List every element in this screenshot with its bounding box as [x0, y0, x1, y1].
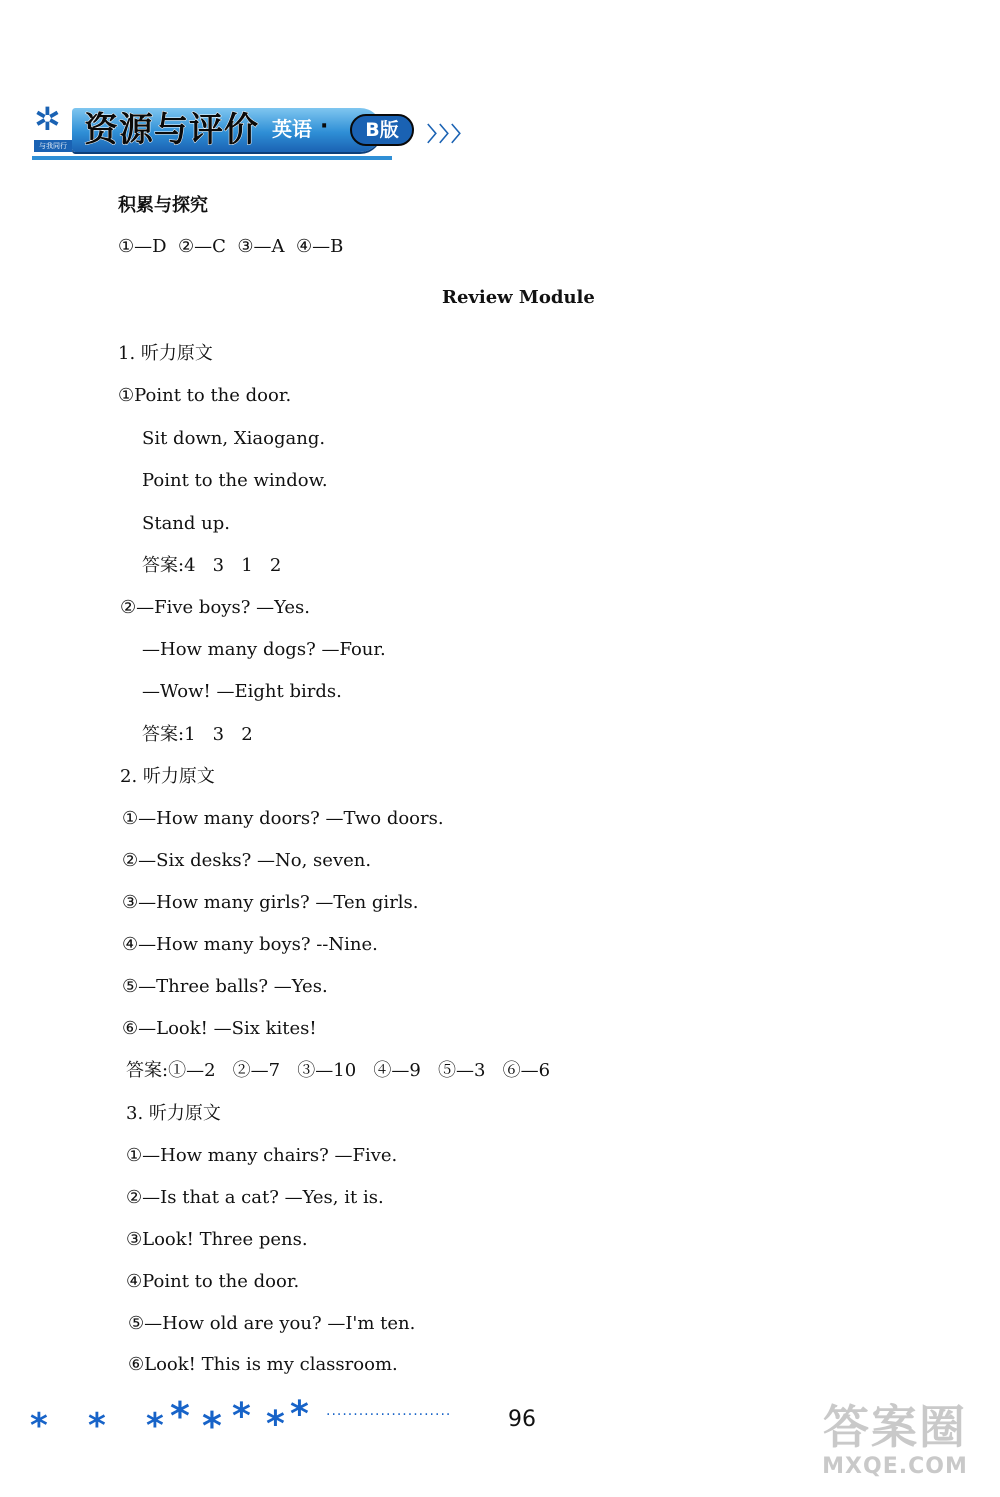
part-heading: 2. 听力原文	[120, 766, 215, 787]
transcript-line: Sit down, Xiaogang.	[142, 428, 326, 449]
transcript-line: ④Point to the door.	[126, 1271, 300, 1292]
watermark	[800, 1400, 990, 1490]
star-icon: *	[146, 1406, 164, 1446]
transcript-line: ⑤—Three balls? —Yes.	[122, 976, 328, 997]
answer-line: 答案:4 3 1 2	[142, 555, 282, 576]
star-icon: *	[290, 1394, 309, 1435]
header-banner	[32, 100, 473, 162]
star-icon: *	[266, 1404, 285, 1445]
banner-underline	[32, 156, 392, 160]
part-heading: 1. 听力原文	[118, 343, 213, 364]
publisher-logo	[32, 100, 72, 158]
page-number: 96	[508, 1407, 536, 1432]
transcript-line: Stand up.	[142, 513, 230, 534]
section-answers: ①—D ②—C ③—A ④—B	[118, 236, 344, 257]
star-icon: *	[88, 1406, 106, 1446]
transcript-line: Point to the window.	[142, 470, 328, 491]
star-logo-icon: ✲	[34, 100, 61, 138]
transcript-line: —How many dogs? —Four.	[142, 639, 386, 660]
transcript-line: ③Look! Three pens.	[126, 1229, 308, 1250]
section-heading: 积累与探究	[118, 195, 208, 216]
transcript-line: ②—Five boys? —Yes.	[120, 597, 310, 618]
part-heading: 3. 听力原文	[126, 1103, 221, 1124]
transcript-line: ⑥—Look! —Six kites!	[122, 1018, 317, 1039]
watermark-logo: 答案圈	[823, 1400, 967, 1454]
answer-line: 答案:①—2 ②—7 ③—10 ④—9 ⑤—3 ⑥—6	[126, 1060, 551, 1081]
chevron-right-icon: 〉〉〉	[427, 122, 473, 146]
star-icon: *	[202, 1404, 222, 1448]
subject-label: 英语	[272, 117, 312, 141]
transcript-line: ②—Is that a cat? —Yes, it is.	[126, 1187, 384, 1208]
answer-line: 答案:1 3 2	[142, 724, 253, 745]
star-icon: *	[30, 1406, 48, 1446]
transcript-line: ⑥Look! This is my classroom.	[128, 1354, 398, 1375]
star-icon: *	[170, 1394, 190, 1438]
logo-text: 与我同行	[34, 140, 72, 152]
transcript-line: —Wow! —Eight birds.	[142, 681, 342, 702]
book-title: 资源与评价	[84, 110, 259, 150]
transcript-line: ①—How many doors? —Two doors.	[122, 808, 444, 829]
star-icon: *	[232, 1396, 251, 1437]
transcript-line: ⑤—How old are you? —I'm ten.	[128, 1313, 416, 1334]
edition-badge: B版	[350, 114, 414, 146]
transcript-line: ③—How many girls? —Ten girls.	[122, 892, 419, 913]
transcript-line: ①Point to the door.	[118, 385, 292, 406]
footer-stars	[30, 1394, 330, 1448]
module-title: Review Module	[442, 287, 595, 308]
title-separator: ·	[320, 114, 329, 139]
transcript-line: ④—How many boys? --Nine.	[122, 934, 378, 955]
transcript-line: ①—How many chairs? —Five.	[126, 1145, 398, 1166]
transcript-line: ②—Six desks? —No, seven.	[122, 850, 372, 871]
watermark-url: MXQE.COM	[822, 1454, 968, 1479]
footer-dotted-leader: ·······················	[326, 1407, 452, 1423]
